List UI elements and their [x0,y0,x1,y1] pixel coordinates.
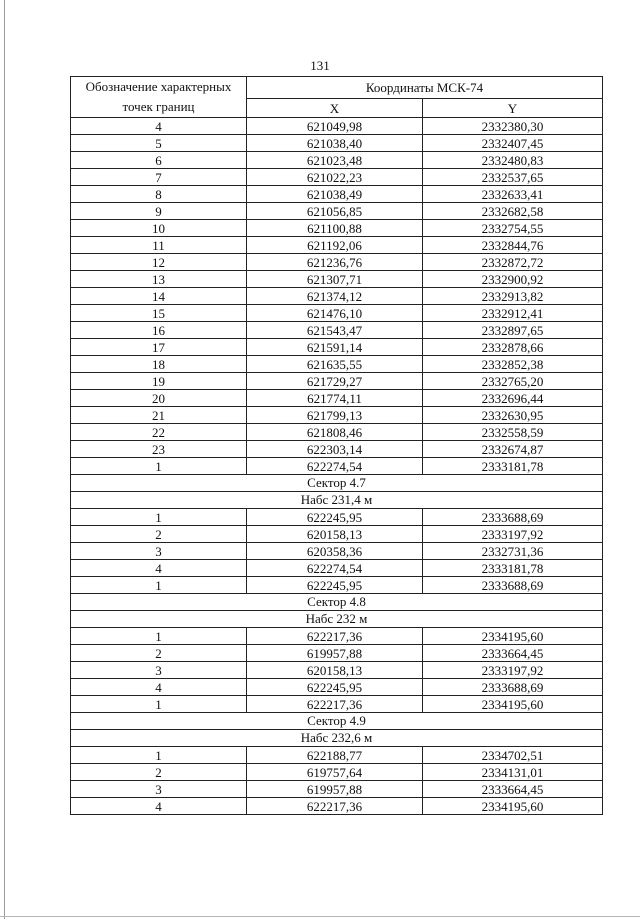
x-coordinate-cell: 621808,46 [247,424,423,441]
x-coordinate-cell: 621100,88 [247,220,423,237]
header-coordinate-system: Координаты МСК-74 [247,77,603,99]
table-row [71,628,603,645]
point-id-cell: 3 [71,543,247,560]
y-coordinate-cell: 2332754,55 [423,220,603,237]
point-id-cell: 11 [71,237,247,254]
point-id-cell: 1 [71,577,247,594]
point-id-cell: 2 [71,526,247,543]
x-coordinate-cell: 620158,13 [247,526,423,543]
y-coordinate-cell: 2332630,95 [423,407,603,424]
section-row [71,492,603,509]
x-coordinate-cell: 622245,95 [247,509,423,526]
x-coordinate-cell: 622217,36 [247,628,423,645]
point-id-cell: 21 [71,407,247,424]
scan-edge-left [4,0,5,919]
scan-edge-bottom [0,916,640,917]
x-coordinate-cell: 621774,11 [247,390,423,407]
table-row [71,662,603,679]
table-row [71,135,603,152]
x-coordinate-cell: 622245,95 [247,679,423,696]
table-row [71,526,603,543]
x-coordinate-cell: 619757,64 [247,764,423,781]
point-id-cell: 2 [71,764,247,781]
point-id-cell: 20 [71,390,247,407]
x-coordinate-cell: 621236,76 [247,254,423,271]
header-point-designation: Обозначение характерных точек границ [71,77,247,118]
x-coordinate-cell: 622274,54 [247,560,423,577]
table-row [71,339,603,356]
section-row [71,713,603,730]
section-label: Сектор 4.9 [71,713,603,730]
table-row [71,458,603,475]
section-label: Набс 231,4 м [71,492,603,509]
y-coordinate-cell: 2332480,83 [423,152,603,169]
y-coordinate-cell: 2333688,69 [423,577,603,594]
y-coordinate-cell: 2332380,30 [423,118,603,135]
section-row [71,475,603,492]
coordinates-table [70,76,603,815]
x-coordinate-cell: 619957,88 [247,645,423,662]
y-coordinate-cell: 2333197,92 [423,662,603,679]
table-row [71,798,603,815]
x-coordinate-cell: 621374,12 [247,288,423,305]
x-coordinate-cell: 621591,14 [247,339,423,356]
point-id-cell: 23 [71,441,247,458]
x-coordinate-cell: 622303,14 [247,441,423,458]
y-coordinate-cell: 2332852,38 [423,356,603,373]
table-row [71,373,603,390]
section-label: Набс 232 м [71,611,603,628]
y-coordinate-cell: 2332844,76 [423,237,603,254]
point-id-cell: 1 [71,628,247,645]
x-coordinate-cell: 621023,48 [247,152,423,169]
point-id-cell: 8 [71,186,247,203]
table-row [71,679,603,696]
y-coordinate-cell: 2332872,72 [423,254,603,271]
point-id-cell: 1 [71,509,247,526]
point-id-cell: 4 [71,679,247,696]
table-row [71,764,603,781]
table-row [71,322,603,339]
x-coordinate-cell: 621543,47 [247,322,423,339]
y-coordinate-cell: 2332912,41 [423,305,603,322]
y-coordinate-cell: 2332913,82 [423,288,603,305]
x-coordinate-cell: 621022,23 [247,169,423,186]
header-y: Y [423,99,603,118]
y-coordinate-cell: 2332558,59 [423,424,603,441]
point-id-cell: 14 [71,288,247,305]
table-row [71,577,603,594]
y-coordinate-cell: 2334131,01 [423,764,603,781]
table-row [71,305,603,322]
x-coordinate-cell: 621799,13 [247,407,423,424]
point-id-cell: 3 [71,662,247,679]
point-id-cell: 12 [71,254,247,271]
header-x: X [247,99,423,118]
section-label: Сектор 4.8 [71,594,603,611]
y-coordinate-cell: 2333181,78 [423,458,603,475]
y-coordinate-cell: 2334195,60 [423,798,603,815]
point-id-cell: 17 [71,339,247,356]
x-coordinate-cell: 621038,49 [247,186,423,203]
point-id-cell: 15 [71,305,247,322]
point-id-cell: 4 [71,560,247,577]
x-coordinate-cell: 619957,88 [247,781,423,798]
table-row [71,203,603,220]
y-coordinate-cell: 2334195,60 [423,628,603,645]
section-row [71,594,603,611]
y-coordinate-cell: 2332682,58 [423,203,603,220]
point-id-cell: 1 [71,747,247,764]
point-id-cell: 9 [71,203,247,220]
table-row [71,560,603,577]
table-row [71,152,603,169]
table-row [71,441,603,458]
y-coordinate-cell: 2333688,69 [423,679,603,696]
table-row [71,356,603,373]
point-id-cell: 18 [71,356,247,373]
point-id-cell: 3 [71,781,247,798]
table-row [71,390,603,407]
x-coordinate-cell: 622245,95 [247,577,423,594]
x-coordinate-cell: 621192,06 [247,237,423,254]
y-coordinate-cell: 2333181,78 [423,560,603,577]
table-row [71,220,603,237]
y-coordinate-cell: 2333688,69 [423,509,603,526]
table-row [71,543,603,560]
point-id-cell: 10 [71,220,247,237]
table-row [71,509,603,526]
x-coordinate-cell: 621476,10 [247,305,423,322]
table-row [71,288,603,305]
point-id-cell: 1 [71,458,247,475]
table-header [71,77,603,118]
y-coordinate-cell: 2333664,45 [423,645,603,662]
section-row [71,611,603,628]
y-coordinate-cell: 2332765,20 [423,373,603,390]
point-id-cell: 2 [71,645,247,662]
x-coordinate-cell: 622217,36 [247,798,423,815]
page-number: 131 [310,58,330,73]
table-body [71,118,603,815]
table-row [71,186,603,203]
x-coordinate-cell: 620358,36 [247,543,423,560]
y-coordinate-cell: 2334702,51 [423,747,603,764]
x-coordinate-cell: 621038,40 [247,135,423,152]
table-row [71,118,603,135]
point-id-cell: 13 [71,271,247,288]
y-coordinate-cell: 2332731,36 [423,543,603,560]
table-row [71,747,603,764]
y-coordinate-cell: 2332900,92 [423,271,603,288]
table-row [71,254,603,271]
point-id-cell: 16 [71,322,247,339]
x-coordinate-cell: 620158,13 [247,662,423,679]
x-coordinate-cell: 621635,55 [247,356,423,373]
point-id-cell: 7 [71,169,247,186]
x-coordinate-cell: 622274,54 [247,458,423,475]
point-id-cell: 4 [71,118,247,135]
y-coordinate-cell: 2332897,65 [423,322,603,339]
section-label: Сектор 4.7 [71,475,603,492]
x-coordinate-cell: 621049,98 [247,118,423,135]
y-coordinate-cell: 2332674,87 [423,441,603,458]
y-coordinate-cell: 2332407,45 [423,135,603,152]
table-row [71,237,603,254]
x-coordinate-cell: 621056,85 [247,203,423,220]
x-coordinate-cell: 621307,71 [247,271,423,288]
x-coordinate-cell: 622217,36 [247,696,423,713]
table-row [71,696,603,713]
y-coordinate-cell: 2332878,66 [423,339,603,356]
table-row [71,271,603,288]
section-label: Набс 232,6 м [71,730,603,747]
y-coordinate-cell: 2333664,45 [423,781,603,798]
table-row [71,645,603,662]
y-coordinate-cell: 2332537,65 [423,169,603,186]
point-id-cell: 5 [71,135,247,152]
table-row [71,781,603,798]
point-id-cell: 22 [71,424,247,441]
y-coordinate-cell: 2332633,41 [423,186,603,203]
table-row [71,169,603,186]
header-row-top [71,77,603,99]
table-row [71,424,603,441]
point-id-cell: 1 [71,696,247,713]
y-coordinate-cell: 2333197,92 [423,526,603,543]
x-coordinate-cell: 621729,27 [247,373,423,390]
y-coordinate-cell: 2334195,60 [423,696,603,713]
point-id-cell: 4 [71,798,247,815]
table-row [71,407,603,424]
section-row [71,730,603,747]
point-id-cell: 6 [71,152,247,169]
point-id-cell: 19 [71,373,247,390]
y-coordinate-cell: 2332696,44 [423,390,603,407]
x-coordinate-cell: 622188,77 [247,747,423,764]
